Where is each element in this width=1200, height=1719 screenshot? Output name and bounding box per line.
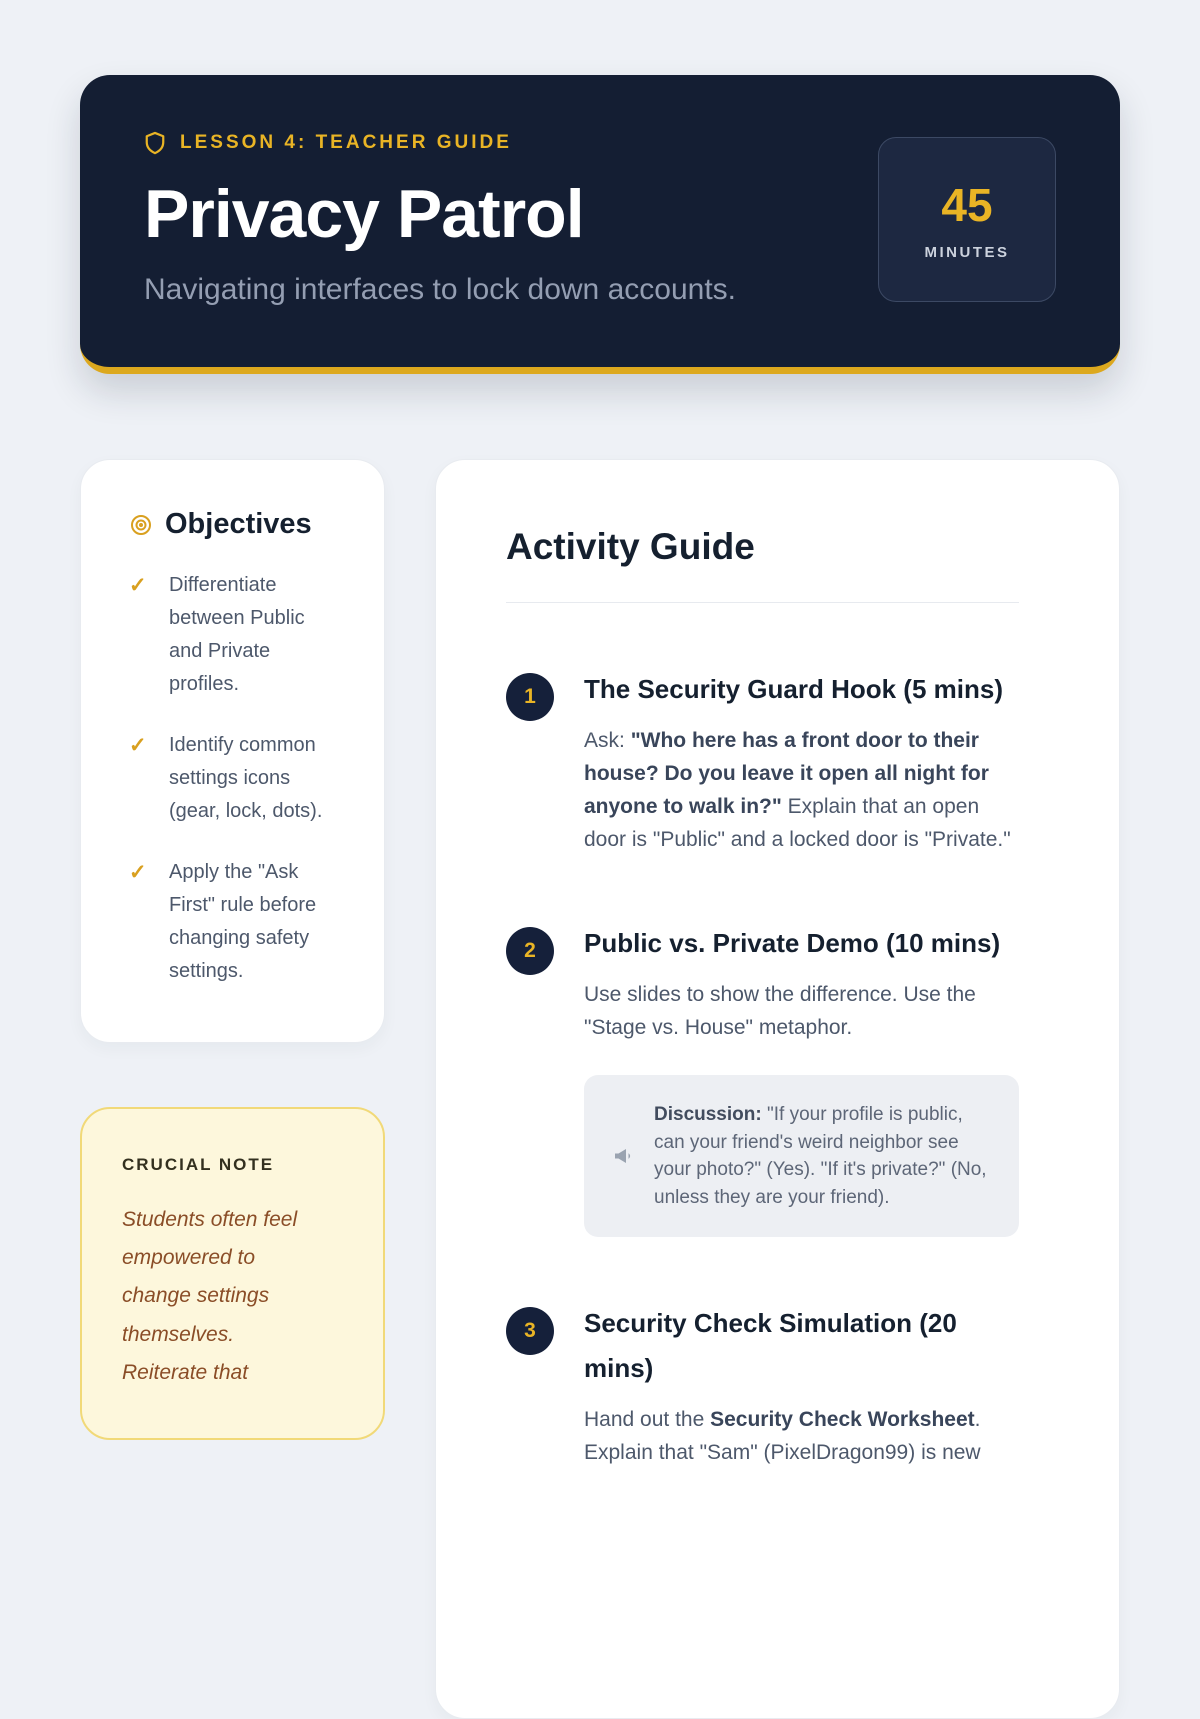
objective-item: [129, 729, 326, 828]
objective-text: Identify common settings icons (gear, lock, dots).: [169, 734, 323, 822]
step-title: Public vs. Private Demo (10 mins): [584, 928, 1001, 959]
step-content: [584, 921, 1019, 1237]
step-title: Security Check Simulation (20 mins): [584, 1308, 957, 1383]
lesson-eyebrow: [144, 131, 736, 155]
discussion-label: Discussion:: [654, 1104, 762, 1126]
page-title: Privacy Patrol: [144, 176, 584, 252]
objective-item: [129, 856, 326, 988]
activity-guide-title: Activity Guide: [506, 526, 755, 567]
lesson-header-text: [144, 131, 736, 307]
objectives-card: [80, 459, 385, 1043]
step-title: The Security Guard Hook (5 mins): [584, 674, 1003, 704]
step-body: [584, 1404, 1019, 1470]
activity-step-3: [506, 1301, 1019, 1469]
megaphone-icon: [612, 1144, 636, 1168]
activity-step-1: [506, 667, 1019, 857]
check-icon: ✓: [129, 734, 147, 757]
step-body: [584, 725, 1019, 857]
objective-item: [129, 569, 326, 701]
activity-step-2: [506, 921, 1019, 1237]
crucial-note-text: Students often feel empowered to change settings themselves. Reiterate that: [122, 1208, 298, 1384]
step-body-suffix: . Explain that "Sam" (PixelDragon99) is new: [584, 1407, 981, 1464]
left-column: [80, 459, 385, 1440]
check-icon: ✓: [129, 574, 147, 597]
discussion-callout: [584, 1075, 1019, 1237]
step-body-bold: Security Check Worksheet: [710, 1407, 975, 1431]
step-number-badge: 1: [506, 673, 554, 721]
discussion-text: [654, 1101, 991, 1211]
duration-badge: [878, 137, 1056, 302]
lesson-header: [80, 75, 1120, 374]
duration-value: 45: [941, 178, 993, 231]
objectives-header: [129, 508, 326, 541]
target-icon: [129, 513, 153, 537]
step-body: Use slides to show the difference. Use the "Stage vs. House" metaphor.: [584, 983, 976, 1040]
crucial-note-card: [80, 1107, 385, 1440]
objective-text: Differentiate between Public and Private profiles.: [169, 574, 305, 695]
step-body-prefix: Hand out the: [584, 1407, 711, 1431]
page-subtitle: Navigating interfaces to lock down accounts.: [144, 273, 736, 306]
step-body-suffix: Explain that an open door is "Public" and a locked door is "Private.": [584, 795, 1011, 852]
objective-text: Apply the "Ask First" rule before changing safety settings.: [169, 861, 317, 982]
step-content: [584, 1301, 1019, 1469]
duration-unit: MINUTES: [924, 243, 1010, 261]
discussion-body: "If your profile is public, can your friend's weird neighbor see your photo?" (Yes). "If it's private?" (No, unless they are your friend).: [654, 1104, 987, 1208]
step-content: [584, 667, 1019, 857]
step-number-badge: 2: [506, 927, 554, 975]
lesson-eyebrow-label: LESSON 4: TEACHER GUIDE: [180, 132, 512, 153]
objectives-title: Objectives: [165, 508, 312, 540]
step-body-bold: "Who here has a front door to their house? Do you leave it open all night for anyone to walk in?": [584, 729, 989, 819]
content-columns: [80, 459, 1120, 1719]
activity-guide-card: [435, 459, 1120, 1719]
shield-icon: [144, 131, 166, 155]
step-body-prefix: Ask:: [584, 729, 631, 753]
divider: [506, 602, 1019, 603]
crucial-note-title: CRUCIAL NOTE: [122, 1155, 275, 1174]
step-number-badge: 3: [506, 1307, 554, 1355]
check-icon: ✓: [129, 861, 147, 884]
